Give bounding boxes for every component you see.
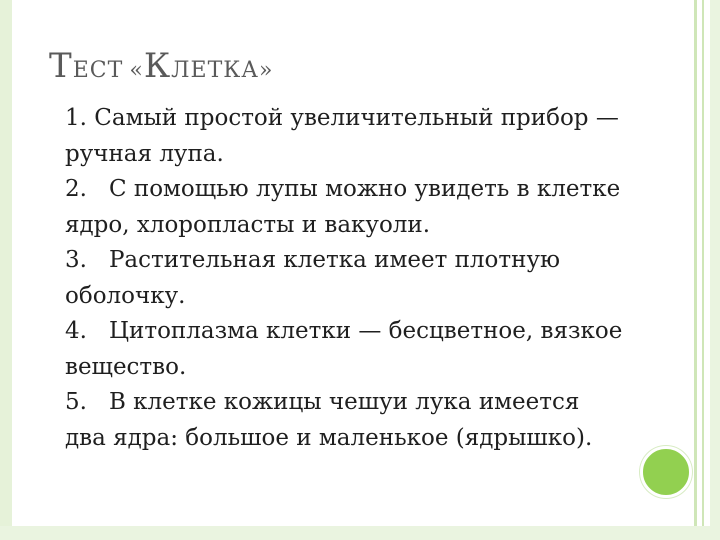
item-line-2: вещество. (65, 353, 187, 380)
slide-title (49, 46, 273, 86)
item-line-1: Цитоплазма клетки — бесцветное, вязкое (108, 318, 623, 344)
item-line-2: оболочку. (65, 282, 186, 309)
item-number: 4. (65, 318, 87, 344)
accent-circle (640, 446, 692, 498)
frame-right-border (710, 0, 720, 540)
list-item (65, 172, 685, 243)
item-number: 3. (65, 247, 87, 273)
frame-bottom-border (0, 526, 720, 540)
frame-left-border (0, 0, 12, 540)
item-line-1: Самый простой увеличительный прибор — (94, 105, 619, 131)
list-item (65, 385, 685, 456)
title-open-quote: « (129, 58, 144, 83)
title-first-word-rest: ЕСТ (72, 58, 124, 83)
frame-right-line-inner (702, 0, 704, 540)
item-line-1: С помощью лупы можно увидеть в клетке (108, 176, 621, 202)
item-number: 1. (65, 105, 87, 131)
item-number: 2. (65, 176, 87, 202)
title-second-word-first-letter: К (143, 46, 172, 86)
item-line-2: два ядра: большое и маленькое (ядрышко). (65, 424, 593, 451)
title-first-letter: Т (49, 46, 73, 86)
question-list (65, 101, 685, 456)
item-line-2: ручная лупа. (65, 140, 224, 167)
item-line-1: В клетке кожицы чешуи лука имеется (108, 389, 580, 415)
title-second-word-rest: ЛЕТКА (171, 58, 259, 83)
title-close-quote: » (258, 58, 274, 83)
item-line-1: Растительная клетка имеет плотную (108, 247, 561, 273)
list-item (65, 314, 685, 385)
list-item (65, 243, 685, 314)
item-number: 5. (65, 389, 87, 415)
frame-right-line-outer (694, 0, 697, 540)
list-item (65, 101, 685, 172)
item-line-2: ядро, хлоропласты и вакуоли. (65, 211, 431, 238)
